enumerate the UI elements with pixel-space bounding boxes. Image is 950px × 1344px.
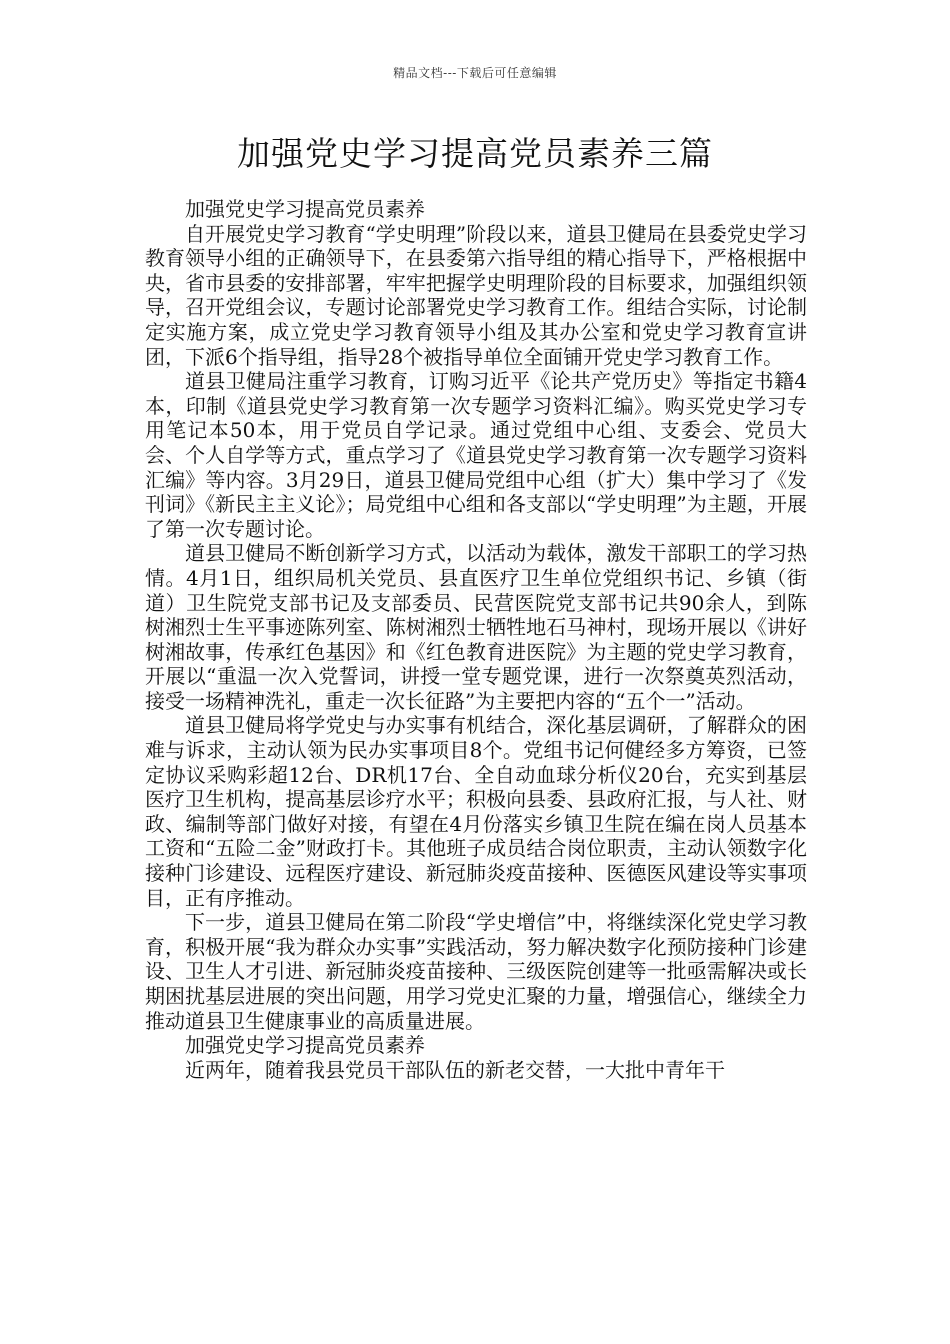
section-heading: 加强党史学习提高党员素养 (185, 1033, 425, 1058)
body-paragraph: 道县卫健局注重学习教育，订购习近平《论共产党历史》等指定书籍4本，印制《道县党史学习教育第一次专题学习资料汇编》。购买党史学习专用笔记本50本，用于党员自学记录。通过党组中心组、支委会、党员大会、个人自学等方式，重点学习了《道县党史学习教育第一次专题学习资料汇编》等内容。3月29日，道县卫健局党组中心组（扩大）集中学习了《发刊词》《新民主主义论》；局党组中心组和各支部以“学史明理”为主题，开展了第一次专题讨论。 (145, 369, 807, 541)
body-paragraph: 道县卫健局不断创新学习方式，以活动为载体，激发干部职工的学习热情。4月1日，组织局机关党员、县直医疗卫生单位党组织书记、乡镇（街道）卫生院党支部书记及支部委员、民营医院党支部书记共90余人，到陈树湘烈士生平事迹陈列室、陈树湘烈士牺牲地石马神村，现场开展以《讲好树湘故事，传承红色基因》和《红色教育进医院》为主题的党史学习教育，开展以“重温一次入党誓词，讲授一堂专题党课，进行一次祭奠英烈活动，接受一场精神洗礼，重走一次长征路”为主要把内容的“五个一”活动。 (145, 541, 807, 713)
document-title: 加强党史学习提高党员素养三篇 (237, 134, 713, 173)
body-paragraph: 下一步，道县卫健局在第二阶段“学史增信”中，将继续深化党史学习教育，积极开展“我为群众办实事”实践活动，努力解决数字化预防接种门诊建设、卫生人才引进、新冠肺炎疫苗接种、三级医院创建等一批亟需解决或长期困扰基层进展的突出问题，用学习党史汇聚的力量，增强信心，继续全力推动道县卫生健康事业的高质量进展。 (145, 910, 807, 1033)
body-paragraph: 道县卫健局将学党史与办实事有机结合，深化基层调研，了解群众的困难与诉求，主动认领为民办实事项目8个。党组书记何健经多方筹资，已签定协议采购彩超12台、DR机17台、全自动血球分析仪20台，充实到基层医疗卫生机构，提高基层诊疗水平；积极向县委、县政府汇报，与人社、财政、编制等部门做好对接，有望在4月份落实乡镇卫生院在编在岗人员基本工资和“五险二金”财政打卡。其他班子成员结合岗位职责，主动认领数字化接种门诊建设、远程医疗建设、新冠肺炎疫苗接种、医德医风建设等实事项目，正有序推动。 (145, 713, 807, 910)
body-paragraph: 近两年，随着我县党员干部队伍的新老交替，一大批中青年干 (185, 1057, 725, 1082)
section-heading: 加强党史学习提高党员素养 (185, 197, 425, 221)
body-paragraph: 自开展党史学习教育“学史明理”阶段以来，道县卫健局在县委党史学习教育领导小组的正确领导下，在县委第六指导组的精心指导下，严格根据中央，省市县委的安排部署，牢牢把握学史明理阶段的目标要求，加强组织领导，召开党组会议，专题讨论部署党史学习教育工作。组结合实际，讨论制定实施方案，成立党史学习教育领导小组及其办公室和党史学习教育宣讲团，下派6个指导组，指导28个被指导单位全面铺开党史学习教育工作。 (145, 221, 807, 369)
header-note: 精品文档---下载后可任意编辑 (393, 66, 557, 80)
document-body (145, 197, 807, 1082)
